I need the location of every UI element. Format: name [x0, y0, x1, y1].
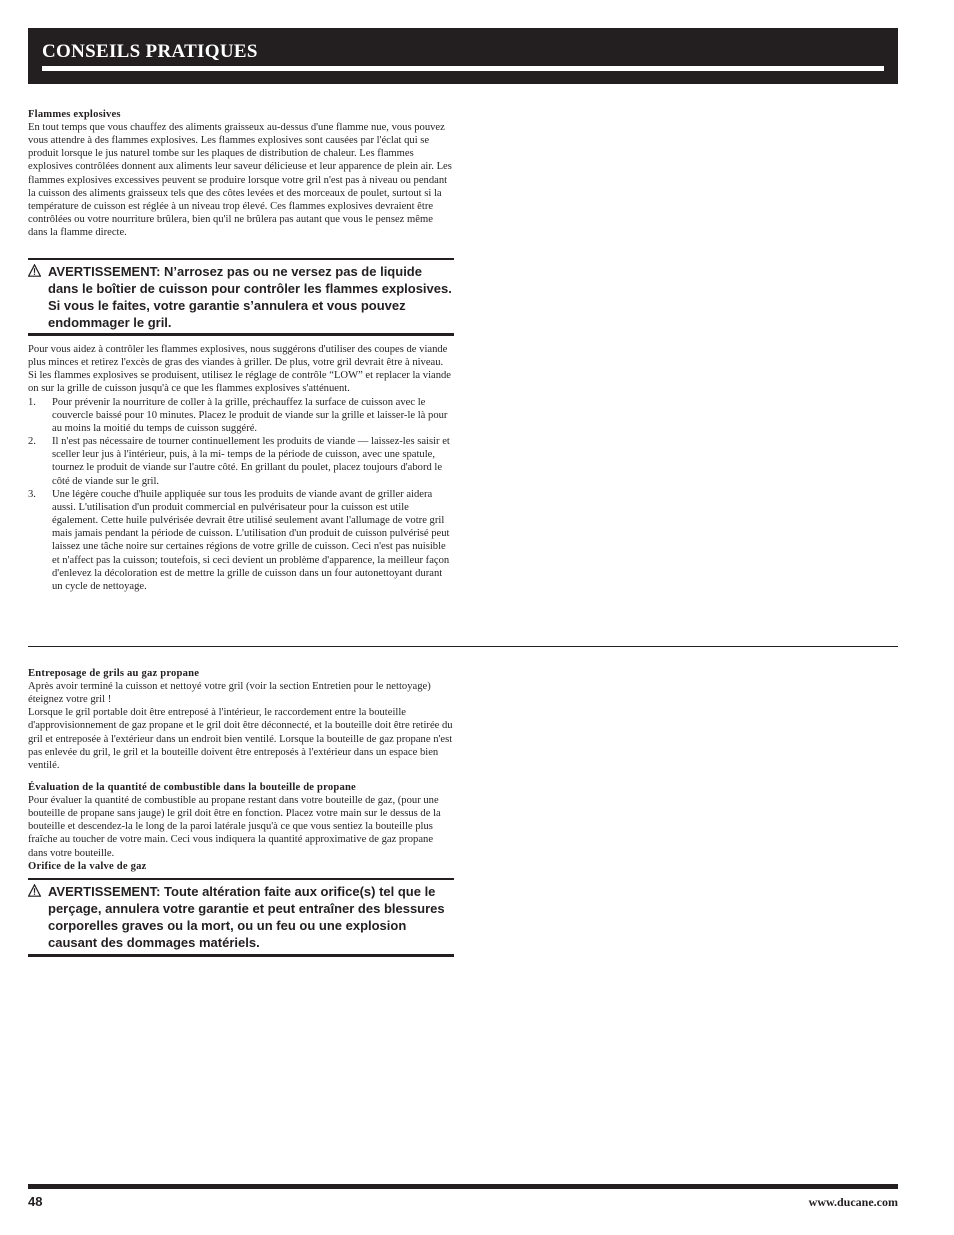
storage-paragraph-2: Lorsque le gril portable doit être entreposé à l'intérieur, le raccordement entre la bouteille d'approvisionnement de gaz propane et le gril doit être déconnecté, et la bouteille doit être retirée du gril et entreposée à l'extérieur dans un endroit bien ventilé. Lorsque la bouteille de gaz propane n'est pas enlevée du gril, le gril et la bouteille doivent être entreposés à l'extérieur dans un espace bien ventilé. [28, 707, 453, 771]
flare-body: En tout temps que vous chauffez des aliments graisseux au-dessus d'une flamme nue, vous pouvez vous attendre à des flammes explosives. Les flammes explosives sont causées par l'éclat qui se produit lorsque le jus naturel tombe sur les plaques de distribution de chaleur. Les flammes explosives contrôlées donnent aux aliments leur saveur délicieuse et leur apparence de plein air. Les flammes explosives excessives peuvent se produire lorsque votre gril n'est pas à niveau ou pendant la cuisson des aliments graisseux tels que des côtes levées et des morceaux de poulet, surtout si la température de cuisson est réglée à un niveau trop élevé. Ces flammes explosives devraient être contrôlées ou votre nourriture brûlera, bien qu'il ne brûlera pas autant que vous le pensez même dans la flamme directe. [28, 122, 452, 239]
section-divider [28, 646, 898, 647]
storage-paragraph-1: Après avoir terminé la cuisson et nettoyé votre gril (voir la section Entretien pour le nettoyage) éteignez votre gril ! [28, 681, 431, 706]
warning-box-orifice [28, 878, 454, 957]
website-url: www.ducane.com [808, 1195, 898, 1209]
flare-heading: Flammes explosives [28, 109, 121, 120]
orifice-heading: Orifice de la valve de gaz [28, 860, 147, 872]
header-rule [42, 66, 884, 71]
control-steps-list [28, 396, 454, 593]
warning-text-liquid: AVERTISSEMENT: N’arrosez pas ou ne versez pas de liquide dans le boîtier de cuisson pour contrôler les flammes explosives. Si vous le faites, votre garantie s’annulera et vous pouvez endommager le gril. [48, 264, 452, 330]
warning-box-liquid [28, 258, 454, 336]
list-item: 1. Pour prévenir la nourriture de coller à la grille, préchauffez la surface de cuisson avec le couvercle baissé pour 10 minutes. Placez le produit de viande sur la grille et laisser-le là pour au moins la moitié du temps de cuisson suggéré. [28, 396, 448, 434]
list-item: 2. Il n'est pas nécessaire de tourner continuellement les produits de viande — laissez-les saisir et sceller leur jus à l'intérieur, puis, à la mi- temps de la période de cuisson, avec une spatule, tournez le produit de viande sur l'autre côté. En grillant du poulet, placez toujours d'abord le côté de viande sur le gril. [28, 436, 450, 487]
warning-triangle-icon [28, 884, 41, 897]
storage-heading: Entreposage de grils au gaz propane [28, 668, 200, 679]
control-intro: Pour vous aidez à contrôler les flammes explosives, nous suggérons d'utiliser des coupes de viande plus minces et retirez l'excès de gras des viandes à griller. De plus, votre gril devrait être à niveau. Si les flammes explosives se produisent, utilisez le réglage de contrôle “LOW” et replacer la viande on sur la grille de cuisson jusqu'à ce que les flammes explosives s'atténuent. [28, 344, 452, 395]
footer-rule [28, 1184, 898, 1189]
fuel-body: Pour évaluer la quantité de combustible au propane restant dans votre bouteille de gaz, (pour une bouteille de propane sans jauge) le gril doit être en fonction. Placez votre main sur le dessus de la bouteille et descendez-la le long de la paroi latérale jusqu'à ce que vous sentiez la bouteille plus fraîche au toucher de votre main. Ceci vous indiquera la quantité approximative de gaz propane dans votre bouteille. [28, 795, 441, 859]
list-item: 3. Une légère couche d'huile appliquée sur tous les produits de viande avant de griller aidera aussi. L'utilisation d'un produit commercial en pulvérisateur pour la cuisson est utile également. Cette huile pulvérisée devrait être utilisé seulement avant l'allumage de votre gril mais jamais pendant la période de cuisson. L'utilisation d'un produit de cuisson pulvérisé peut laissez une tâche noire sur certaines régions de votre grille de cuisson. Ceci n'est pas nuisible et n'affect pas la cuisson; toutefois, si ceci devient un problème d'apparence, la meilleur façon d'enlevez la décoloration est de mettre la grille de cuisson dans un four autonettoyant durant un cycle de nettoyage. [28, 488, 450, 592]
control-section [28, 343, 454, 593]
fuel-heading: Évaluation de la quantité de combustible dans la bouteille de propane [28, 782, 356, 793]
warning-text-orifice: AVERTISSEMENT: Toute altération faite aux orifice(s) tel que le perçage, annulera votre garantie et peut entraîner des blessures corporelles graves ou la mort, ou un feu ou une explosion causant des dommages matériels. [48, 884, 445, 950]
page-title: CONSEILS PRATIQUES [42, 41, 258, 62]
warning-triangle-icon [28, 264, 41, 277]
flare-section [28, 108, 454, 239]
fuel-section [28, 781, 454, 873]
page-number: 48 [28, 1194, 43, 1209]
page-header [28, 28, 898, 84]
storage-section [28, 667, 454, 772]
